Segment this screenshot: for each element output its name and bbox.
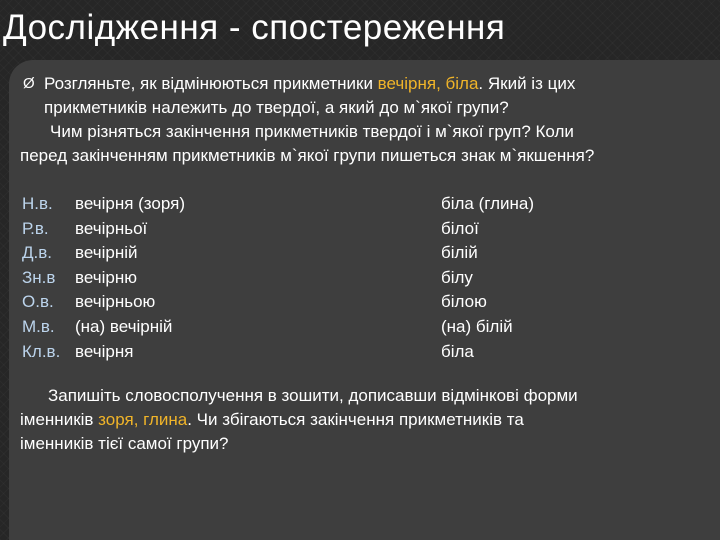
adjective-form: білу [441, 267, 473, 287]
adjective-form: білій [441, 243, 478, 263]
intro-line-4: перед закінченням прикметників м`якої групи пишеться знак м`якшення? [20, 146, 595, 165]
highlighted-nouns: зоря, глина [98, 410, 188, 429]
intro-line-3: Чим різняться закінчення прикметників твердої і м`якої груп? Коли [50, 122, 574, 141]
case-labels-column [22, 192, 60, 364]
case-label: Кл.в. [22, 341, 61, 361]
case-label: М.в. [22, 316, 55, 336]
case-label: Зн.в [22, 267, 56, 287]
adjective-form: вечірньою [75, 292, 156, 312]
task-line-2 [20, 408, 524, 432]
adjective-form: білою [441, 292, 487, 312]
case-label: Н.в. [22, 194, 53, 213]
adjective-form: вечірня (зоря) [75, 194, 185, 213]
slide-title: Дослідження - спостереження [3, 8, 506, 47]
adjective-form: вечірня [75, 341, 134, 361]
bullet-arrow-icon: Ø [23, 75, 35, 92]
case-label: Д.в. [22, 243, 52, 263]
highlighted-adjectives: вечірня, біла [377, 74, 479, 93]
adjective-form: вечірньої [75, 218, 148, 238]
case-label: Р.в. [22, 218, 49, 238]
intro-line-1 [44, 72, 575, 96]
adjective-form: (на) білій [441, 316, 513, 336]
task-line-1: Запишіть словосполучення в зошити, дописавши відмінкові форми [48, 386, 578, 405]
adjective-form: білої [441, 218, 479, 238]
intro-line-1-text: Розгляньте, як відмінюються прикметники [44, 74, 378, 93]
task-line-2-text: іменників [20, 410, 99, 429]
hard-adjective-column [441, 192, 534, 364]
adjective-form: (на) вечірній [75, 316, 173, 336]
task-line-3: іменників тієї самої групи? [20, 434, 229, 453]
adjective-form: вечірній [75, 243, 138, 263]
adjective-form: вечірню [75, 267, 137, 287]
task-line-2-end: . Чи збігаються закінчення прикметників та [187, 410, 524, 429]
intro-line-1-end: . Який із цих [478, 74, 576, 93]
intro-line-2: прикметників належить до твердої, а який до м`якої групи? [44, 98, 509, 117]
adjective-form: біла (глина) [441, 194, 535, 213]
case-label: О.в. [22, 292, 54, 312]
adjective-form: біла [441, 341, 474, 361]
soft-adjective-column [75, 192, 185, 364]
